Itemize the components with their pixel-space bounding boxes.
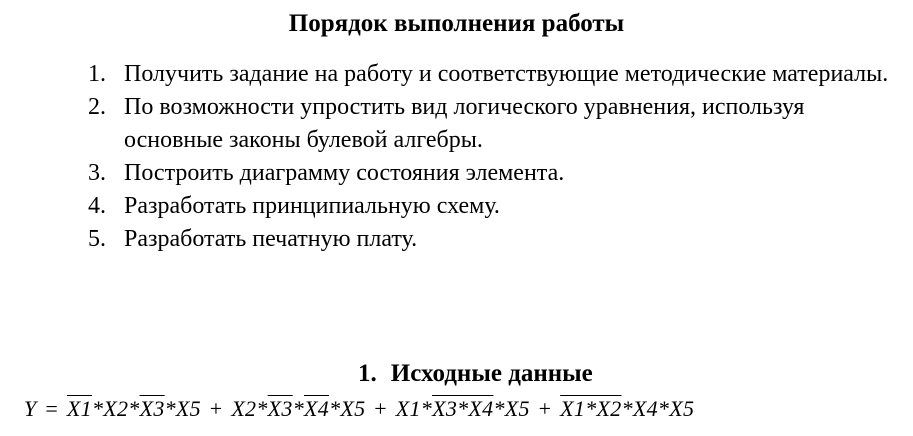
term-segment: *X5 — [164, 396, 201, 421]
list-item — [88, 223, 898, 256]
term-segment: * — [292, 396, 305, 421]
inverted-variable: X1 — [66, 396, 92, 421]
list-item-number: 1. — [88, 61, 106, 87]
equation-term — [560, 394, 694, 424]
inverted-variable: X4 — [304, 396, 330, 421]
list-item-text: Разработать принципиальную схему. — [124, 193, 500, 219]
equation-lhs: Y — [24, 396, 37, 421]
term-segment: *X5 — [329, 396, 366, 421]
list-item — [88, 91, 898, 157]
equation-term — [67, 394, 201, 424]
list-item — [88, 58, 898, 91]
term-segment: *X4*X5 — [621, 396, 695, 421]
list-item — [88, 190, 898, 223]
equation-term — [231, 394, 365, 424]
list-item-number: 5. — [88, 226, 106, 252]
list-item-number: 4. — [88, 193, 106, 219]
list-item-number: 3. — [88, 160, 106, 186]
plus-sign: + — [209, 396, 223, 421]
list-item-number: 2. — [88, 94, 106, 120]
plus-sign: + — [374, 396, 387, 421]
term-segment: X2* — [231, 396, 268, 421]
inverted-group: X1*X2 — [560, 396, 622, 421]
inverted-variable: X3 — [139, 396, 165, 421]
steps-list — [88, 58, 898, 256]
term-segment: *X2* — [91, 396, 140, 421]
plus-sign: + — [538, 396, 552, 421]
list-item-text: Построить диаграмму состояния элемента. — [124, 160, 565, 186]
term-segment: *X5 — [493, 396, 530, 421]
section-title: Исходные данные — [390, 360, 593, 387]
list-item — [88, 157, 898, 190]
inverted-group: X3*X4 — [432, 396, 494, 421]
list-item-text: Разработать печатную плату. — [124, 226, 418, 252]
equals-sign: = — [45, 396, 59, 421]
list-item-text: По возможности упростить вид логического уравнения, используя основные законы булевой алгебры. — [124, 94, 805, 153]
inverted-variable: X3 — [267, 396, 293, 421]
logic-equation — [24, 394, 694, 424]
equation-term — [396, 394, 530, 424]
page-title: Порядок выполнения работы — [288, 10, 625, 37]
section-heading — [358, 358, 593, 390]
section-number: 1. — [358, 360, 377, 387]
list-item-text: Получить задание на работу и соответствующие методические материалы. — [124, 61, 889, 87]
term-segment: X1* — [395, 396, 433, 421]
